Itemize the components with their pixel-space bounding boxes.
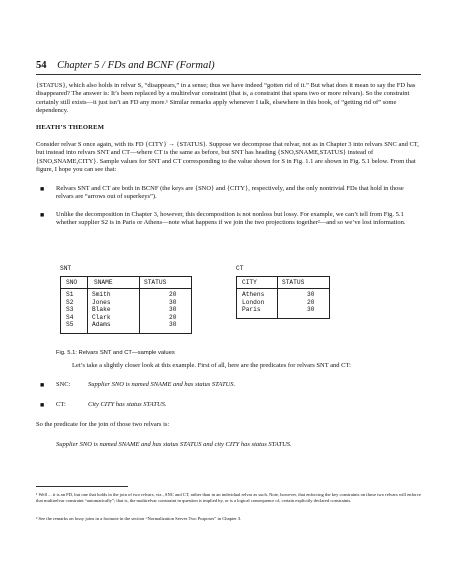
- ct-cell: Athens: [242, 291, 265, 298]
- predicate-text-ct: City CITY has status STATUS.: [88, 401, 167, 408]
- ct-col-divider: [277, 277, 278, 318]
- snt-header-sno: SNO: [66, 279, 78, 286]
- join-predicate-intro: So the predicate for the join of those two relvars is:: [36, 421, 170, 428]
- snt-cell: Jones: [92, 298, 111, 306]
- snt-cell: S2: [66, 298, 74, 306]
- bullet-item-2: Unlike the decomposition in Chapter 3, however, this decomposition is not nonloss but lossy. For example, we can’t tell from Fig. 5.1 whether supplier S2 is in Paris or Athens—note what happens if we join the two projections together²—and so we’ve lost information.: [56, 211, 406, 227]
- bullet-marker: ■: [40, 185, 45, 193]
- predicates-intro: Let’s take a slightly closer look at this example. First of all, here are the predicates for relvars SNT and CT:: [72, 362, 351, 369]
- chapter-title: Chapter 5 / FDs and BCNF (Formal): [57, 60, 215, 71]
- footnote-rule: [36, 486, 128, 487]
- ct-header-city: CITY: [242, 279, 257, 286]
- ct-header-status: STATUS: [282, 279, 305, 286]
- predicate-label-ct: CT:: [56, 401, 66, 408]
- bullet-marker: ■: [40, 211, 45, 219]
- ct-relvar-name: CT: [236, 265, 244, 272]
- snt-col-divider: [87, 277, 88, 333]
- snt-cell: Clark: [92, 313, 111, 321]
- snt-col-divider: [139, 277, 140, 333]
- snt-cell: 30: [169, 298, 177, 306]
- snt-cell: 30: [169, 306, 177, 314]
- intro-paragraph: {STATUS}, which also holds in relvar S, “disappears,” in a sense; thus we have indeed “gotten rid of it.” But what does it mean to say the FD has disappeared? The answer is: It’s been replaced by a multirelvar constraint (that is, a constraint that spans two or more relvars). So the constraint certainly still exists—it just isn’t an FD any more.¹ Similar remarks apply whenever I talk, elsewhere in this book, of “getting rid of” some dependency.: [36, 82, 416, 115]
- section-heading: HEATH’S THEOREM: [36, 124, 105, 131]
- ct-cell: London: [242, 298, 265, 306]
- snt-cell: Blake: [92, 306, 111, 314]
- ct-cell: Paris: [242, 306, 261, 314]
- snt-header-status: STATUS: [144, 279, 167, 286]
- header-rule: [36, 74, 421, 75]
- page-number: 54: [36, 60, 47, 71]
- snt-cell: 20: [169, 291, 177, 298]
- snt-table: [60, 276, 192, 334]
- bullet-item-1: Relvars SNT and CT are both in BCNF (the keys are {SNO} and {CITY}, respectively, and the only nontrivial FDs that hold in those relvars are “arrows out of superkeys”).: [56, 185, 404, 201]
- bullet-marker: ■: [40, 381, 45, 389]
- join-predicate: Supplier SNO is named SNAME and has status STATUS and city CITY has status STATUS.: [56, 441, 292, 448]
- snt-header-row: [61, 277, 191, 289]
- ct-cell: 30: [307, 306, 315, 314]
- bullet-marker: ■: [40, 401, 45, 409]
- snt-cell: S4: [66, 313, 74, 321]
- theorem-paragraph: Consider relvar S once again, with its FD {CITY} → {STATUS}. Suppose we decompose that relvar, not as in Chapter 3 into relvars SNC and CT, but instead into relvars SNT and CT—where CT is the same as before, but SNT has heading {SNO,SNAME,STATUS} instead of {SNO,SNAME,CITY}. Sample values for SNT and CT corresponding to the value shown for S in Fig. 1.1 are shown in Fig. 5.1 below. From that figure, I hope you can see that:: [36, 141, 419, 174]
- snt-header-sname: SNAME: [94, 279, 113, 286]
- ct-header-row: [237, 277, 329, 289]
- predicate-label-snc: SNC:: [56, 381, 71, 388]
- footnote-1: ¹ Well ... it is an FD, but one that holds in the join of two relvars, viz., SNC and CT, rather than in an individual relvar as such. Note, however, that enforcing the key constraints on those two relvars will enforce that multirelvar constraint “automatically”; that is, the multirelvar constraint in question is implied by, or is a logical consequence of, certain explicitly declared constraints.: [36, 492, 421, 503]
- snt-cell: S3: [66, 306, 74, 314]
- footnote-2: ² See the remarks on lossy joins in a footnote in the section “Normalization Serves Two Purposes” in Chapter 3.: [36, 516, 242, 521]
- snt-relvar-name: SNT: [60, 265, 72, 272]
- running-header: [36, 60, 215, 71]
- predicate-text-snc: Supplier SNO is named SNAME and has status STATUS.: [88, 381, 236, 388]
- ct-table: [236, 276, 330, 319]
- ct-cell: 20: [307, 298, 315, 306]
- snt-cell: Smith: [92, 291, 111, 298]
- ct-cell: 30: [307, 291, 315, 298]
- snt-cell: 30: [169, 321, 177, 329]
- snt-row: S1: [66, 291, 74, 298]
- snt-cell: 20: [169, 313, 177, 321]
- figure-caption: Fig. 5.1: Relvars SNT and CT—sample values: [56, 350, 175, 356]
- snt-cell: Adams: [92, 321, 111, 329]
- snt-cell: S5: [66, 321, 74, 329]
